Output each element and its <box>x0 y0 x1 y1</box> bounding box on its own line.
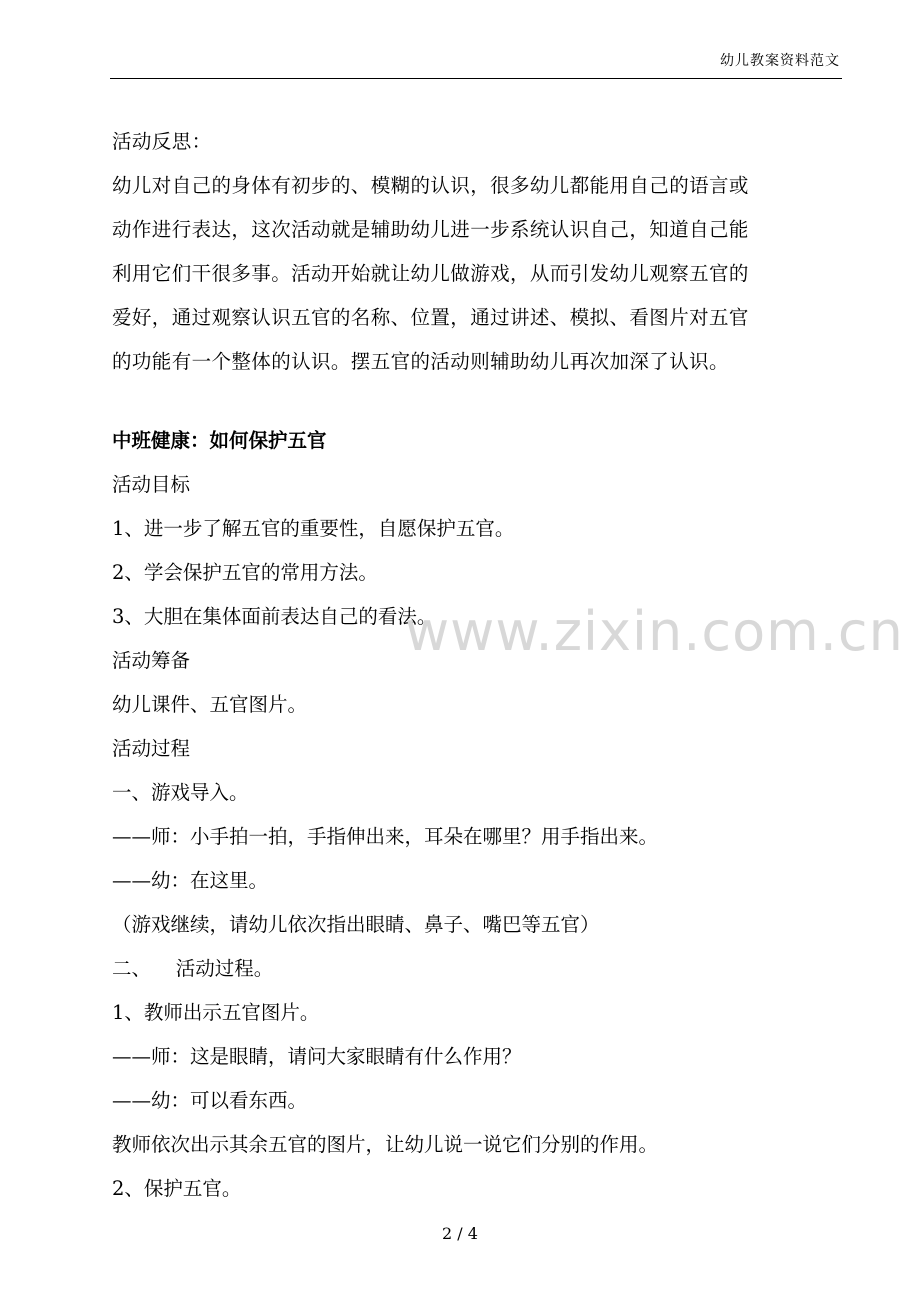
lesson-section <box>112 463 832 1211</box>
paragraph-line: 幼儿对自己的身体有初步的、模糊的认识，很多幼儿都能用自己的语言或 <box>112 174 749 197</box>
lesson-line: 一、游戏导入。 <box>112 781 249 804</box>
lesson-line: ——幼：在这里。 <box>112 869 269 892</box>
lesson-line: 幼儿课件、五官图片。 <box>112 693 308 716</box>
lesson-line: ——师：这是眼睛，请问大家眼睛有什么作用？ <box>112 1045 522 1068</box>
lesson-line: 教师依次出示其余五官的图片，让幼儿说一说它们分别的作用。 <box>112 1133 659 1156</box>
document-body <box>112 120 832 1211</box>
paragraph-line: 利用它们干很多事。活动开始就让幼儿做游戏，从而引发幼儿观察五官的 <box>112 262 749 285</box>
lesson-line: 2、学会保护五官的常用方法。 <box>112 561 378 584</box>
lesson-line: 2、保护五官。 <box>112 1177 242 1200</box>
lesson-line: 活动目标 <box>112 473 191 496</box>
lesson-line: 1、进一步了解五官的重要性，自愿保护五官。 <box>112 517 515 540</box>
reflection-heading: 活动反思： <box>112 130 212 153</box>
lesson-line: 活动筹备 <box>112 649 191 672</box>
lesson-line: ——幼：可以看东西。 <box>112 1089 308 1112</box>
lesson-title: 中班健康：如何保护五官 <box>112 429 327 452</box>
lesson-line: ——师：小手拍一拍，手指伸出来，耳朵在哪里？用手指出来。 <box>112 825 659 848</box>
watermark: www.zixin.com.cn <box>405 600 904 663</box>
lesson-line: （游戏继续，请幼儿依次指出眼睛、鼻子、嘴巴等五官） <box>112 913 600 936</box>
paragraph-line: 爱好，通过观察认识五官的名称、位置，通过讲述、模拟、看图片对五官 <box>112 306 749 329</box>
lesson-line: 1、教师出示五官图片。 <box>112 1001 320 1024</box>
page-header <box>110 0 842 79</box>
lesson-line: 二、 活动过程。 <box>112 957 274 980</box>
paragraph-line: 的功能有一个整体的认识。摆五官的活动则辅助幼儿再次加深了认识。 <box>112 350 729 373</box>
page-number: 2 / 4 <box>442 1224 478 1243</box>
lesson-line: 活动过程 <box>112 737 191 760</box>
paragraph-line: 动作进行表达，这次活动就是辅助幼儿进一步系统认识自己，知道自己能 <box>112 218 749 241</box>
reflection-section <box>112 120 832 384</box>
header-title: 幼儿教案资料范文 <box>720 53 840 69</box>
lesson-line: 3、大胆在集体面前表达自己的看法。 <box>112 605 437 628</box>
